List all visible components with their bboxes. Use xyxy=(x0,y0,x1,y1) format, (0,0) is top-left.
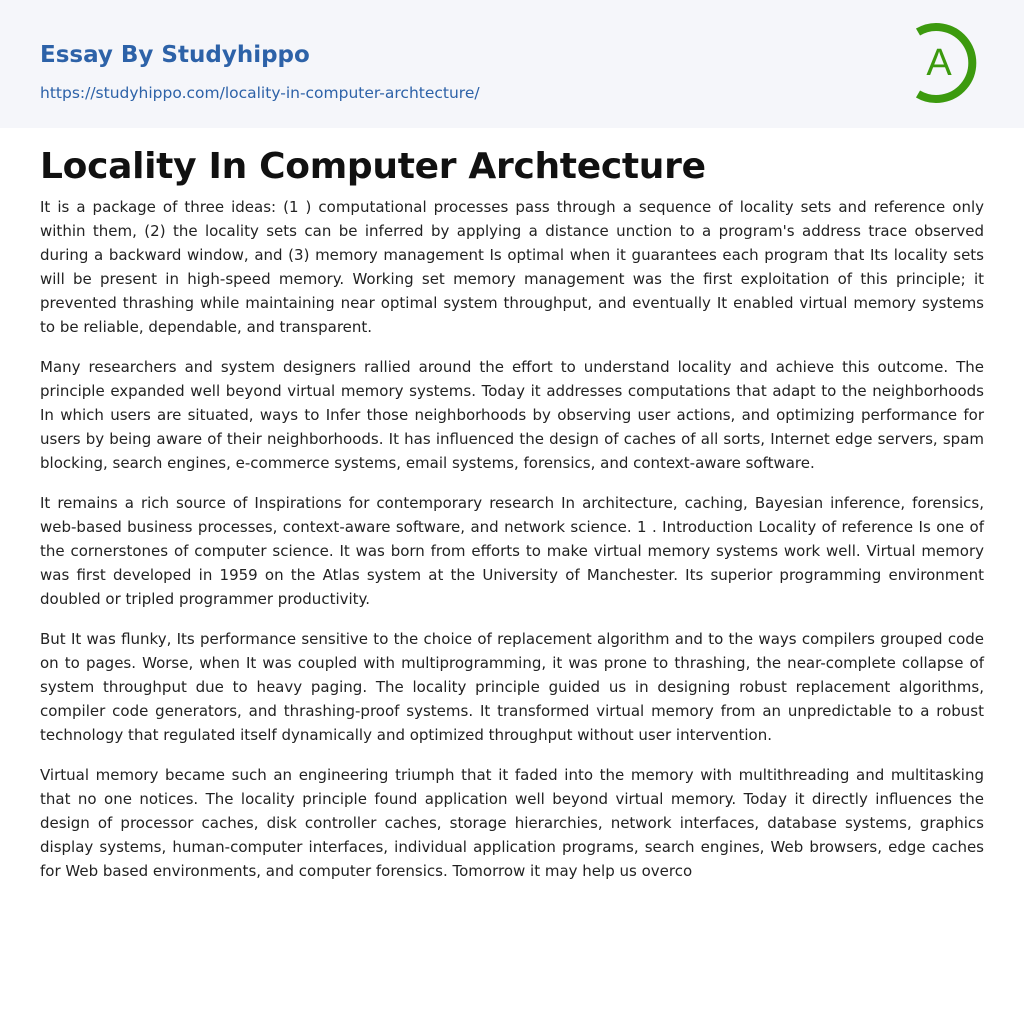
page-url-link[interactable]: https://studyhippo.com/locality-in-computer-archtecture/ xyxy=(40,84,480,102)
paragraph: Many researchers and system designers rallied around the effort to understand locality and achieve this outcome. The principle expanded well beyond virtual memory systems. Today it addresses computations that adapt to the neighborhoods In which users are situated, ways to Infer those neighborhoods by observing user actions, and optimizing performance for users by being aware of their neighborhoods. It has influenced the design of caches of all sorts, Internet edge servers, spam blocking, search engines, e-commerce systems, email systems, forensics, and context-aware software. xyxy=(40,358,984,472)
paragraph: It is a package of three ideas: (1 ) computational processes pass through a sequence of locality sets and reference only within them, (2) the locality sets can be inferred by applying a distance unction to a program's address trace observed during a backward window, and (3) memory management Is optimal when it guarantees each program that Its locality sets will be present in high-speed memory. Working set memory management was the first exploitation of this principle; it prevented thrashing while maintaining near optimal system throughput, and eventually It enabled virtual memory systems to be reliable, dependable, and transparent. xyxy=(40,198,984,336)
paragraph: It remains a rich source of Inspirations for contemporary research In architecture, caching, Bayesian inference, forensics, web-based business processes, context-aware software, and network science. 1 . Introduction Locality of reference Is one of the cornerstones of computer science. It was born from efforts to make virtual memory systems work well. Virtual memory was first developed in 1959 on the Atlas system at the University of Manchester. Its superior programming environment doubled or tripled programmer productivity. xyxy=(40,494,984,608)
site-header xyxy=(0,0,1024,128)
studyhippo-logo-icon[interactable] xyxy=(908,18,988,108)
logo-letter: A xyxy=(926,42,952,84)
paragraph: Virtual memory became such an engineering triumph that it faded into the memory with multithreading and multitasking that no one notices. The locality principle found application well beyond virtual memory. Today it directly influences the design of processor caches, disk controller caches, storage hierarchies, network interfaces, database systems, graphics display systems, human-computer interfaces, individual application programs, search engines, Web browsers, edge caches for Web based environments, and computer forensics. Tomorrow it may help us overco xyxy=(40,766,984,880)
brand-title[interactable]: Essay By Studyhippo xyxy=(40,42,310,68)
paragraph: But It was flunky, Its performance sensitive to the choice of replacement algorithm and to the ways compilers grouped code on to pages. Worse, when It was coupled with multiprogramming, it was prone to thrashing, the near-complete collapse of system throughput due to heavy paging. The locality principle guided us in designing robust replacement algorithms, compiler code generators, and thrashing-proof systems. It transformed virtual memory from an unpredictable to a robust technology that regulated itself dynamically and optimized throughput without user intervention. xyxy=(40,630,984,744)
article-body xyxy=(40,195,984,899)
article-title: Locality In Computer Archtecture xyxy=(40,146,706,187)
